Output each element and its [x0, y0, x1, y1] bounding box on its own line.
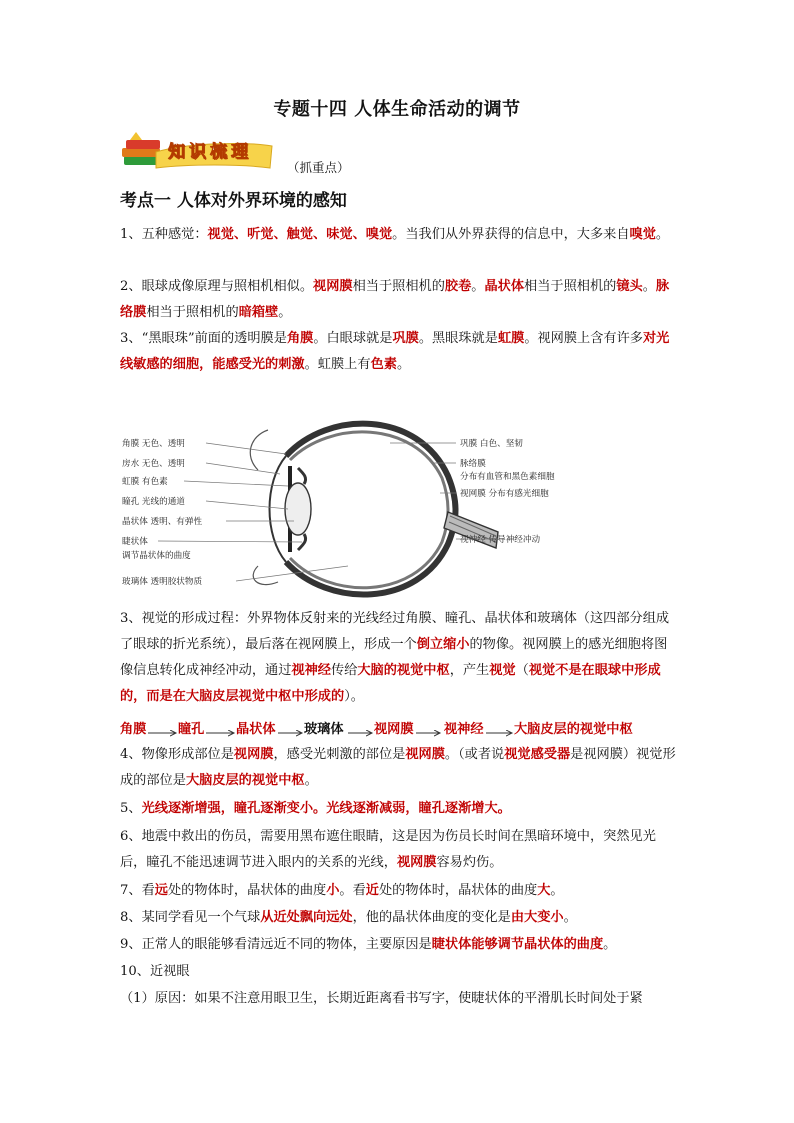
- body-text: ，他的晶状体曲度的变化是: [352, 910, 511, 925]
- paragraph-7: [120, 824, 680, 876]
- body-text: 9、正常人的眼能够看清远近不同的物体，主要原因是: [120, 937, 432, 952]
- badge-label: 知识梳理: [168, 142, 252, 162]
- highlight-text: 视网膜: [405, 747, 445, 762]
- highlight-text: 巩膜: [392, 331, 419, 346]
- section-title: 考点一 人体对外界环境的感知: [120, 191, 347, 211]
- lens: [285, 483, 311, 535]
- body-text: 8、某同学看见一个气球: [120, 910, 261, 925]
- body-text: 相当于照相机的: [524, 279, 617, 294]
- page-title: 专题十四 人体生命活动的调节: [273, 99, 521, 120]
- body-text: 。: [278, 305, 292, 320]
- label-iris: 虹膜 有色素: [122, 477, 168, 487]
- highlight-text: 倒立缩小: [416, 637, 470, 652]
- highlight-text: 视神经: [291, 663, 331, 678]
- highlight-text: 视觉、听觉、触觉、味觉、嗅觉: [207, 227, 393, 242]
- highlight-text: 镜头: [616, 279, 643, 294]
- body-text: 3、“黑眼珠”前面的透明膜是: [120, 331, 287, 346]
- highlight-text: 由大变小: [510, 910, 564, 925]
- paragraph-4: [120, 606, 680, 710]
- body-text: 。: [304, 773, 318, 788]
- highlight-text: 远: [154, 883, 168, 898]
- visual-pathway-flow: [120, 714, 680, 740]
- highlight-text: 嗅觉: [629, 227, 656, 242]
- body-text: ，感受光刺激的部位是: [273, 747, 406, 762]
- body-text: 处的物体时，晶状体的曲度: [167, 883, 327, 898]
- paragraph-10: [120, 932, 680, 958]
- body-text: 。: [563, 910, 577, 925]
- body-text: 2、眼球成像原理与照相机相似。: [120, 279, 314, 294]
- eye-anatomy-diagram: [118, 416, 588, 602]
- highlight-text: 对光线敏感的细胞，能感受光的刺激: [120, 331, 670, 372]
- body-text: 相当于照相机的: [146, 305, 239, 320]
- body-text: 。黑眼珠就是: [418, 331, 498, 346]
- paragraph-1: [120, 222, 680, 248]
- lower-eyelid: [253, 566, 278, 585]
- body-text: 7、看: [120, 883, 155, 898]
- paragraph-5: [120, 742, 680, 794]
- body-text: 。: [471, 279, 485, 294]
- paragraph-12: [120, 986, 680, 1012]
- body-text: 。: [396, 357, 411, 372]
- highlight-text: 近: [365, 883, 379, 898]
- body-text: 4、物像形成部位是: [120, 747, 234, 762]
- body-text: 3、视觉的形成过程：外界物体反射来的光线经过角膜、瞳孔、晶状体和玻璃体（这四部分组成了眼球的折光系统），最后落在视网膜上，形成一个: [120, 611, 670, 652]
- highlight-text: 脉络膜: [120, 279, 670, 320]
- body-text: 的物像。视网膜上的感光细胞将图像信息转化成神经冲动，通过: [120, 637, 668, 678]
- label-ciliary-desc: 调节晶状体的曲度: [122, 551, 191, 561]
- label-cornea: 角膜 无色、透明: [122, 439, 185, 449]
- label-optic-nerve: 视神经 传导神经冲动: [460, 535, 541, 545]
- highlight-text: 小: [326, 883, 340, 898]
- paragraph-11: [120, 959, 680, 985]
- highlight-text: 光线逐渐增强，瞳孔逐渐变小。光线逐渐减弱，瞳孔逐渐增大。: [141, 801, 511, 816]
- label-retina: 视网膜 分布有感光细胞: [460, 489, 549, 499]
- paragraph-8: [120, 878, 680, 904]
- label-choroid-desc: 分布有血管和黑色素细胞: [460, 472, 555, 482]
- highlight-text: 虹膜: [497, 331, 525, 346]
- flow-node-retina: 视网膜: [374, 722, 414, 737]
- body-text: 。: [642, 279, 656, 294]
- highlight-text: 视觉不是在眼球中形成的，而是在大脑皮层视觉中枢中形成的: [120, 663, 661, 704]
- body-text: 传给: [331, 663, 358, 678]
- body-text: 。: [550, 883, 564, 898]
- highlight-text: 暗箱壁: [238, 305, 279, 320]
- body-text: 相当于照相机的: [352, 279, 445, 294]
- label-aqueous: 房水 无色、透明: [122, 459, 185, 469]
- body-text: 。（或者说: [444, 747, 505, 762]
- label-lens: 晶状体 透明、有弹性: [122, 517, 203, 527]
- body-text: 。当我们从外界获得的信息中，大多来自: [392, 227, 630, 242]
- highlight-text: 大脑皮层的视觉中枢: [185, 773, 305, 788]
- highlight-text: 胶卷: [444, 279, 472, 294]
- highlight-text: 晶状体: [484, 279, 525, 294]
- flow-node-lens: 晶状体: [236, 722, 276, 737]
- body-text: 。: [655, 227, 670, 242]
- body-text: 容易灼伤。: [436, 855, 503, 870]
- highlight-text: 大: [537, 883, 551, 898]
- ciliary-body-upper: [298, 468, 306, 484]
- paragraph-2: [120, 274, 680, 326]
- label-pupil: 瞳孔 光线的通道: [122, 497, 185, 507]
- highlight-text: 从近处飘向远处: [260, 910, 353, 925]
- body-text: ）。: [344, 689, 364, 704]
- body-text: 6、地震中救出的伤员，需要用黑布遮住眼睛，这是因为伤员长时间在黑暗环境中，突然见光后，瞳孔不能迅速调节进入眼内的关系的光线，: [120, 829, 656, 870]
- body-text: 处的物体时，晶状体的曲度: [378, 883, 538, 898]
- highlight-text: 视网膜: [233, 747, 274, 762]
- flow-node-visual-cortex: 大脑皮层的视觉中枢: [514, 722, 633, 737]
- highlight-text: 角膜: [286, 331, 314, 346]
- highlight-text: 视网膜: [313, 279, 353, 294]
- badge-note: （抓重点）: [287, 160, 350, 175]
- label-sclera: 巩膜 白色、坚韧: [460, 439, 523, 449]
- body-text: 1、五种感觉：: [120, 227, 208, 242]
- body-text: 。: [603, 937, 617, 952]
- paragraph-3: [120, 326, 680, 378]
- flow-node-cornea: 角膜: [120, 722, 147, 737]
- choroid: [290, 432, 448, 588]
- flow-node-optic-nerve: 视神经: [444, 722, 484, 737]
- knowledge-badge: [120, 128, 280, 174]
- body-text: 。白眼球就是: [313, 331, 393, 346]
- flow-node-vitreous: 玻璃体: [304, 722, 344, 737]
- flow-node-pupil: 瞳孔: [178, 722, 205, 737]
- body-text: 10、近视眼: [120, 964, 190, 979]
- body-text: （1）原因：如果不注意用眼卫生，长期近距离看书写字，使睫状体的平滑肌长时间处于紧: [120, 991, 643, 1006]
- highlight-text: 色素: [370, 357, 397, 372]
- body-text: ，产生: [449, 663, 490, 678]
- label-choroid: 脉络膜: [460, 459, 486, 469]
- body-text: 。虹膜上有: [304, 357, 371, 372]
- paragraph-9: [120, 905, 680, 931]
- body-text: 。看: [339, 883, 366, 898]
- cornea: [270, 456, 287, 562]
- highlight-text: 视觉: [489, 663, 516, 678]
- highlight-text: 视网膜: [396, 855, 437, 870]
- label-ciliary: 睫状体: [122, 537, 148, 547]
- paragraph-6: [120, 796, 680, 822]
- highlight-text: 视觉感受器: [504, 747, 571, 762]
- body-text: 5、: [120, 801, 142, 816]
- body-text: （: [515, 663, 529, 678]
- highlight-text: 睫状体能够调节晶状体的曲度: [431, 937, 604, 952]
- highlight-text: 大脑的视觉中枢: [357, 663, 450, 678]
- label-vitreous: 玻璃体 透明胶状物质: [122, 577, 203, 587]
- body-text: 是视网膜）视觉形成的部位是: [120, 747, 676, 788]
- body-text: 。视网膜上含有许多: [524, 331, 643, 346]
